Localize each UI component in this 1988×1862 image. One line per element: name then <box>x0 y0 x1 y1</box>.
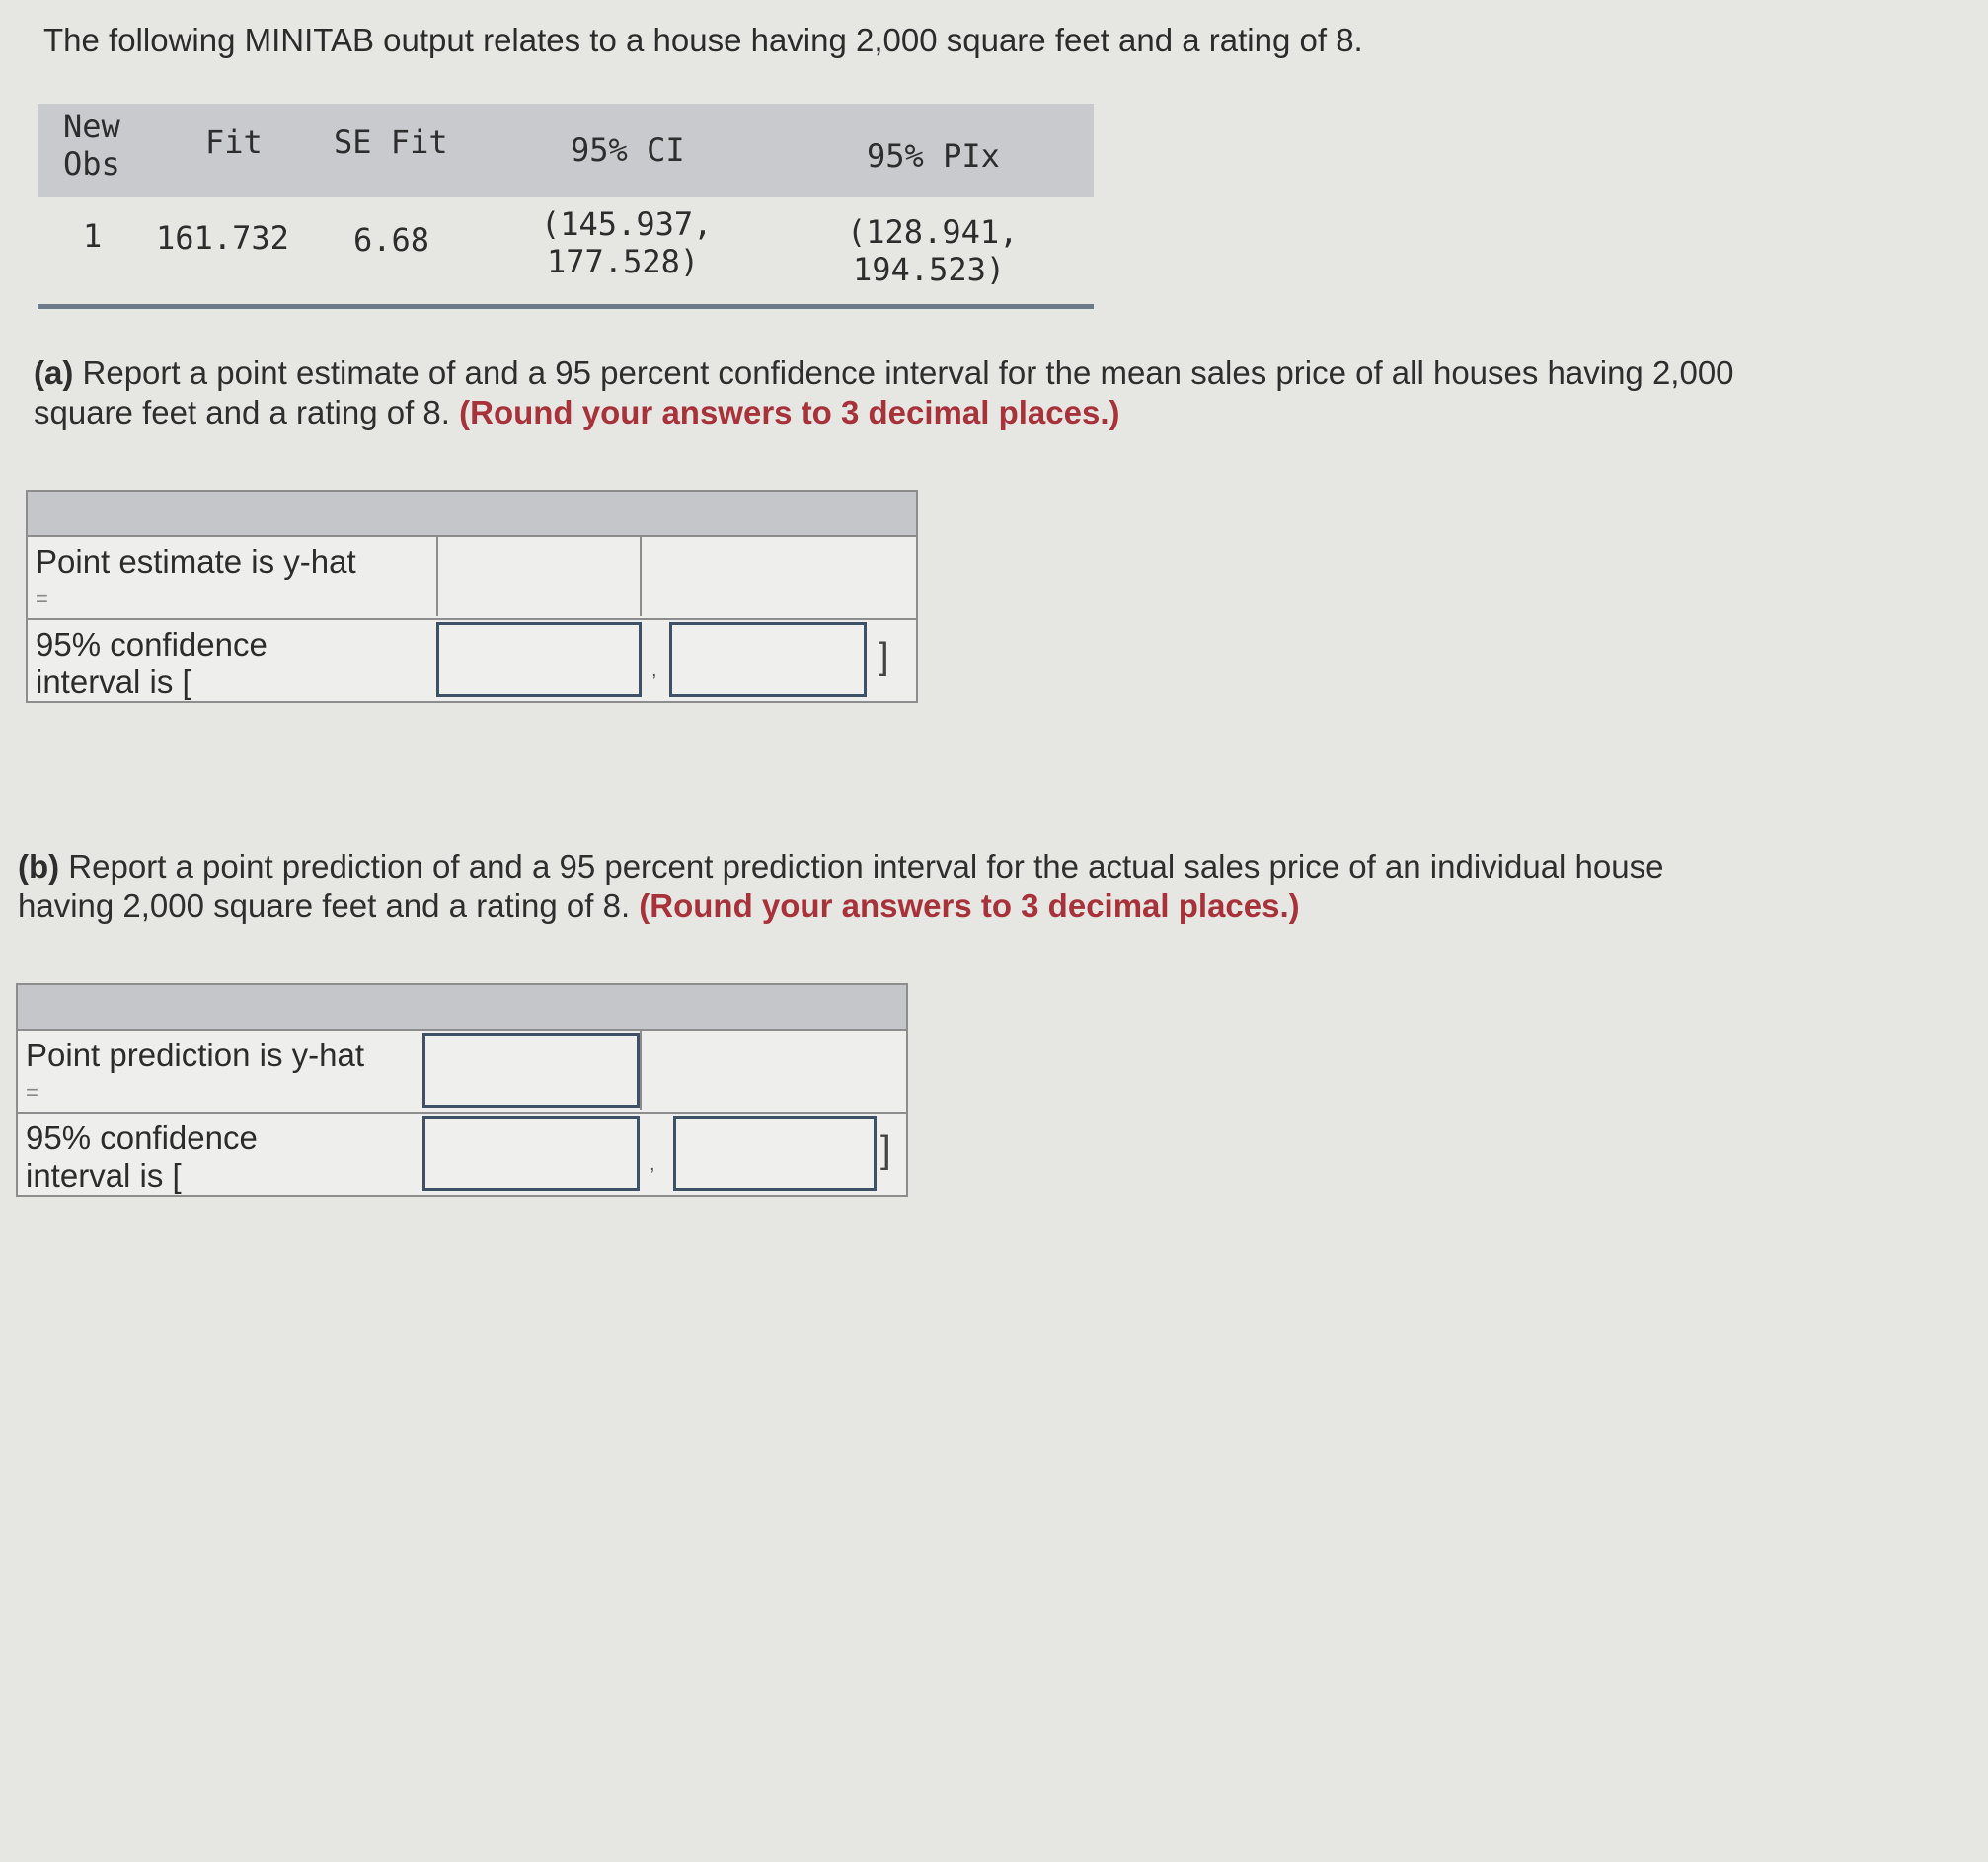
header-se-fit: SE Fit <box>334 123 448 161</box>
question-b-instruction: (Round your answers to 3 decimal places.) <box>639 888 1300 924</box>
question-b <box>18 847 1663 926</box>
cell-ci-lower: (145.937, <box>541 205 713 243</box>
cell-ci-upper: 177.528) <box>547 243 700 280</box>
answer-b-lower-input[interactable] <box>422 1116 640 1191</box>
answer-a-point-input[interactable] <box>436 537 640 616</box>
minitab-header-row <box>38 104 1094 197</box>
header-ci: 95% CI <box>571 131 685 169</box>
minitab-data-row <box>38 197 1094 296</box>
question-a-instruction: (Round your answers to 3 decimal places.) <box>459 394 1120 430</box>
equals-sign: = <box>26 1080 38 1105</box>
answer-b-comma: , <box>650 1153 655 1175</box>
question-b-text-1: Report a point prediction of and a 95 percent prediction interval for the actual sales price of an individual house <box>59 848 1664 885</box>
question-a-label: (a) <box>34 354 74 391</box>
answer-a-point-label <box>36 543 356 618</box>
cell-obs: 1 <box>83 217 103 255</box>
header-obs: Obs <box>63 145 120 183</box>
answer-b-empty-cell <box>640 1031 904 1110</box>
confidence-label-line1: 95% confidence <box>36 626 268 662</box>
question-a-text-1: Report a point estimate of and a 95 percent confidence interval for the mean sales price of all houses having 2,000 <box>73 354 1734 391</box>
answer-a-lower-input[interactable] <box>436 622 642 697</box>
answer-b-interval-label <box>26 1120 258 1195</box>
answer-b-interval-row <box>18 1114 906 1195</box>
minitab-output-table <box>38 104 1094 309</box>
question-a-text-2: square feet and a rating of 8. <box>34 394 460 430</box>
table-bottom-rule <box>38 304 1094 309</box>
header-new: New <box>63 108 120 145</box>
confidence-label-line1: 95% confidence <box>26 1120 258 1156</box>
cell-se-fit: 6.68 <box>353 221 430 259</box>
equals-sign: = <box>36 586 48 611</box>
cell-fit: 161.732 <box>156 219 289 257</box>
header-fit: Fit <box>205 123 263 161</box>
answer-b-point-row <box>18 1031 906 1114</box>
answer-a-comma: , <box>651 659 657 681</box>
answer-a-point-row <box>28 537 916 620</box>
answer-table-b <box>16 983 908 1197</box>
intro-text: The following MINITAB output relates to a house having 2,000 square feet and a rating of 8. <box>43 22 1363 58</box>
answer-b-point-input[interactable] <box>422 1033 640 1108</box>
point-estimate-label: Point estimate is y-hat <box>36 543 356 580</box>
question-b-label: (b) <box>18 848 60 885</box>
answer-a-upper-input[interactable] <box>669 622 867 697</box>
cell-pi-lower: (128.941, <box>847 213 1019 251</box>
answer-b-upper-input[interactable] <box>673 1116 877 1191</box>
answer-a-close-bracket: ] <box>879 636 889 677</box>
answer-table-a <box>26 490 918 703</box>
answer-a-interval-row <box>28 620 916 701</box>
answer-table-b-header <box>18 985 906 1031</box>
question-a <box>34 353 1734 432</box>
header-pi: 95% PIx <box>867 137 1000 175</box>
answer-table-a-header <box>28 492 916 537</box>
question-b-text-2: having 2,000 square feet and a rating of 8. <box>18 888 640 924</box>
answer-a-empty-cell <box>640 537 914 616</box>
cell-pi-upper: 194.523) <box>853 251 1006 288</box>
answer-b-point-label <box>26 1037 364 1112</box>
answer-b-close-bracket: ] <box>880 1129 891 1171</box>
point-prediction-label: Point prediction is y-hat <box>26 1037 365 1073</box>
confidence-label-line2: interval is [ <box>26 1157 182 1194</box>
answer-a-interval-label <box>36 626 268 701</box>
confidence-label-line2: interval is [ <box>36 663 191 700</box>
